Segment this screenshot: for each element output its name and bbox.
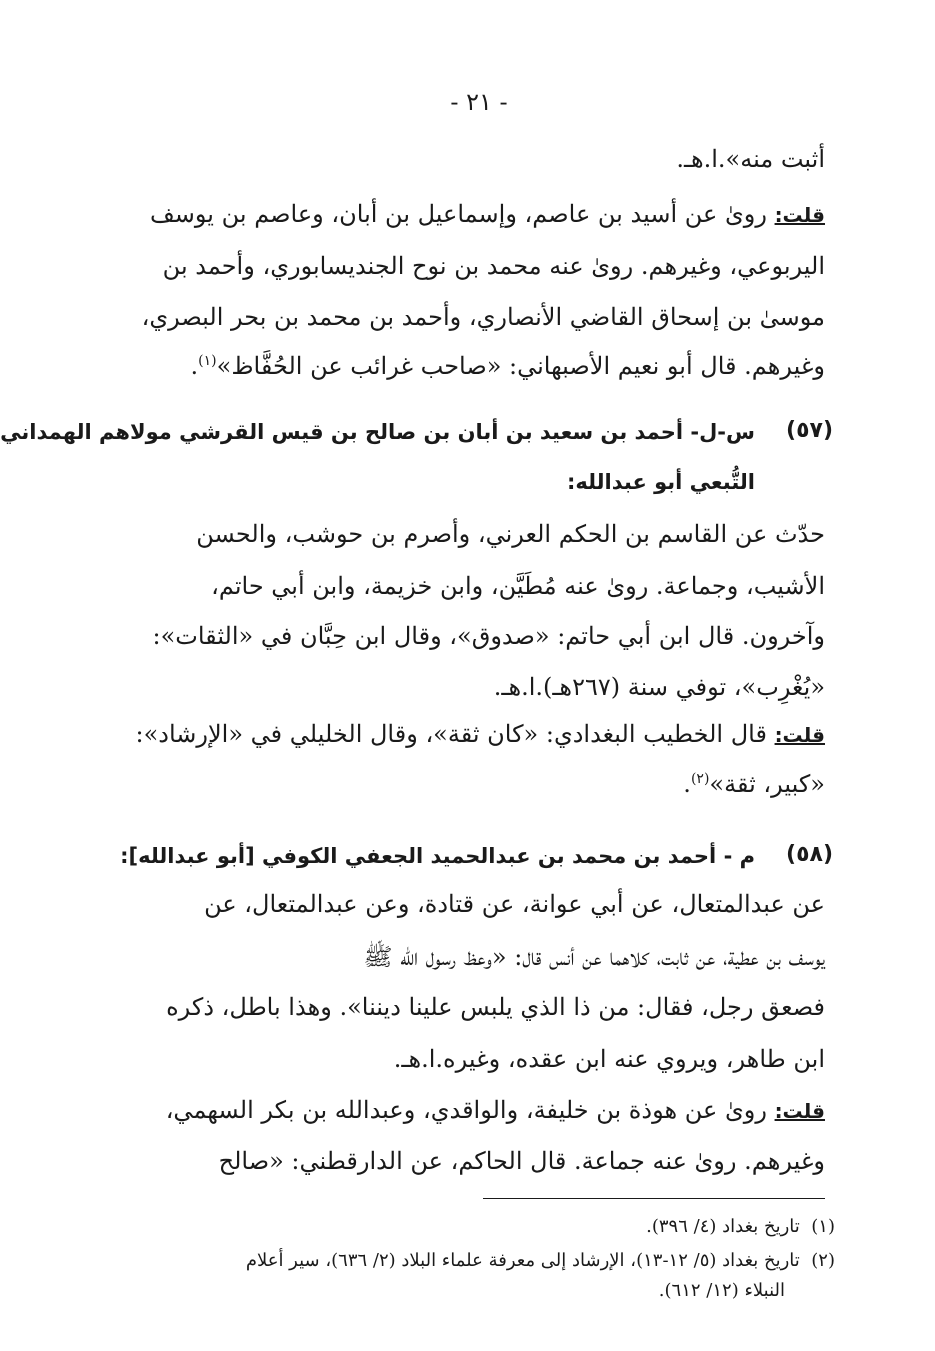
text-line: قلت: روىٰ عن أسيد بن عاصم، وإسماعيل بن أبان، وعاصم بن يوسف — [149, 200, 825, 228]
text-line: حدّث عن القاسم بن الحكم العرني، وأصرم بن حوشب، والحسن — [196, 520, 825, 548]
text-line: يوسف بن عطية، عن ثابت، كلاهما عن أنس قال: «وعظ رسول الله ﷺ — [363, 943, 825, 971]
text-line: اليربوعي، وغيرهم. روىٰ عنه محمد بن نوح الجنديسابوري، وأحمد بن — [162, 252, 825, 280]
text-line: أثبت منه».ا.هـ. — [676, 145, 825, 173]
text-line: عن عبدالمتعال، عن أبي عوانة، عن قتادة، وعن عبدالمتعال، عن — [204, 890, 825, 918]
footnote-continuation: النبلاء (١٢/ ٦١٢). — [658, 1280, 785, 1301]
footnote-ref: (٢) — [690, 771, 710, 787]
text-line: «يُغْرِب»، توفي سنة (٢٦٧هـ).ا.هـ. — [493, 673, 825, 701]
footnote: (٢) تاريخ بغداد (٥/ ١٢-١٣)، الإرشاد إلى معرفة علماء البلاد (٢/ ٦٣٦)، سير أعلام — [245, 1250, 835, 1271]
footnote: (١) تاريخ بغداد (٤/ ٣٩٦). — [646, 1216, 835, 1237]
text-line: «كبير، ثقة»$^{(٢)}$. — [683, 770, 825, 798]
text-line: قلت: روىٰ عن هوذة بن خليفة، والواقدي، وعبدالله بن بكر السهمي، — [165, 1096, 825, 1124]
text-line: وغيرهم. قال أبو نعيم الأصبهاني: «صاحب غرائب عن الحُفَّاظ»$^{(١)}$. — [190, 352, 825, 380]
entry-number: (٥٧) — [786, 418, 833, 443]
entry-heading: التُّبعي أبو عبدالله: — [566, 470, 755, 494]
footnote-ref: (١) — [198, 353, 217, 369]
qult-label: قلت: — [774, 723, 825, 747]
text-line: وغيرهم. روىٰ عنه جماعة. قال الحاكم، عن الدارقطني: «صالح — [218, 1147, 825, 1175]
text-line: وآخرون. قال ابن أبي حاتم: «صدوق»، وقال ابن حِبَّان في «الثقات»: — [152, 622, 825, 650]
footnote-divider — [483, 1198, 825, 1199]
qult-label: قلت: — [774, 203, 825, 227]
text-line: الأشيب، وجماعة. روىٰ عنه مُطَيَّن، وابن خزيمة، وابن أبي حاتم، — [211, 572, 825, 600]
qult-label: قلت: — [774, 1099, 825, 1123]
page-number: - ٢١ - — [450, 88, 508, 116]
text-line: ابن طاهر، ويروي عنه ابن عقده، وغيره.ا.هـ. — [393, 1045, 825, 1073]
entry-heading: س-ل- أحمد بن سعيد بن أبان بن صالح بن قيس القرشي مولاهم الهمداني — [0, 420, 755, 444]
entry-heading: م - أحمد بن محمد بن عبدالحميد الجعفي الكوفي [أبو عبدالله]: — [120, 844, 755, 868]
entry-number: (٥٨) — [786, 842, 833, 867]
text-line: موسىٰ بن إسحاق القاضي الأنصاري، وأحمد بن محمد بن بحر البصري، — [141, 303, 825, 331]
text-line: قلت: قال الخطيب البغدادي: «كان ثقة»، وقال الخليلي في «الإرشاد»: — [135, 720, 825, 748]
text-line: فصعق رجل، فقال: من ذا الذي يلبس علينا ديننا». وهذا باطل، ذكره — [166, 993, 825, 1021]
